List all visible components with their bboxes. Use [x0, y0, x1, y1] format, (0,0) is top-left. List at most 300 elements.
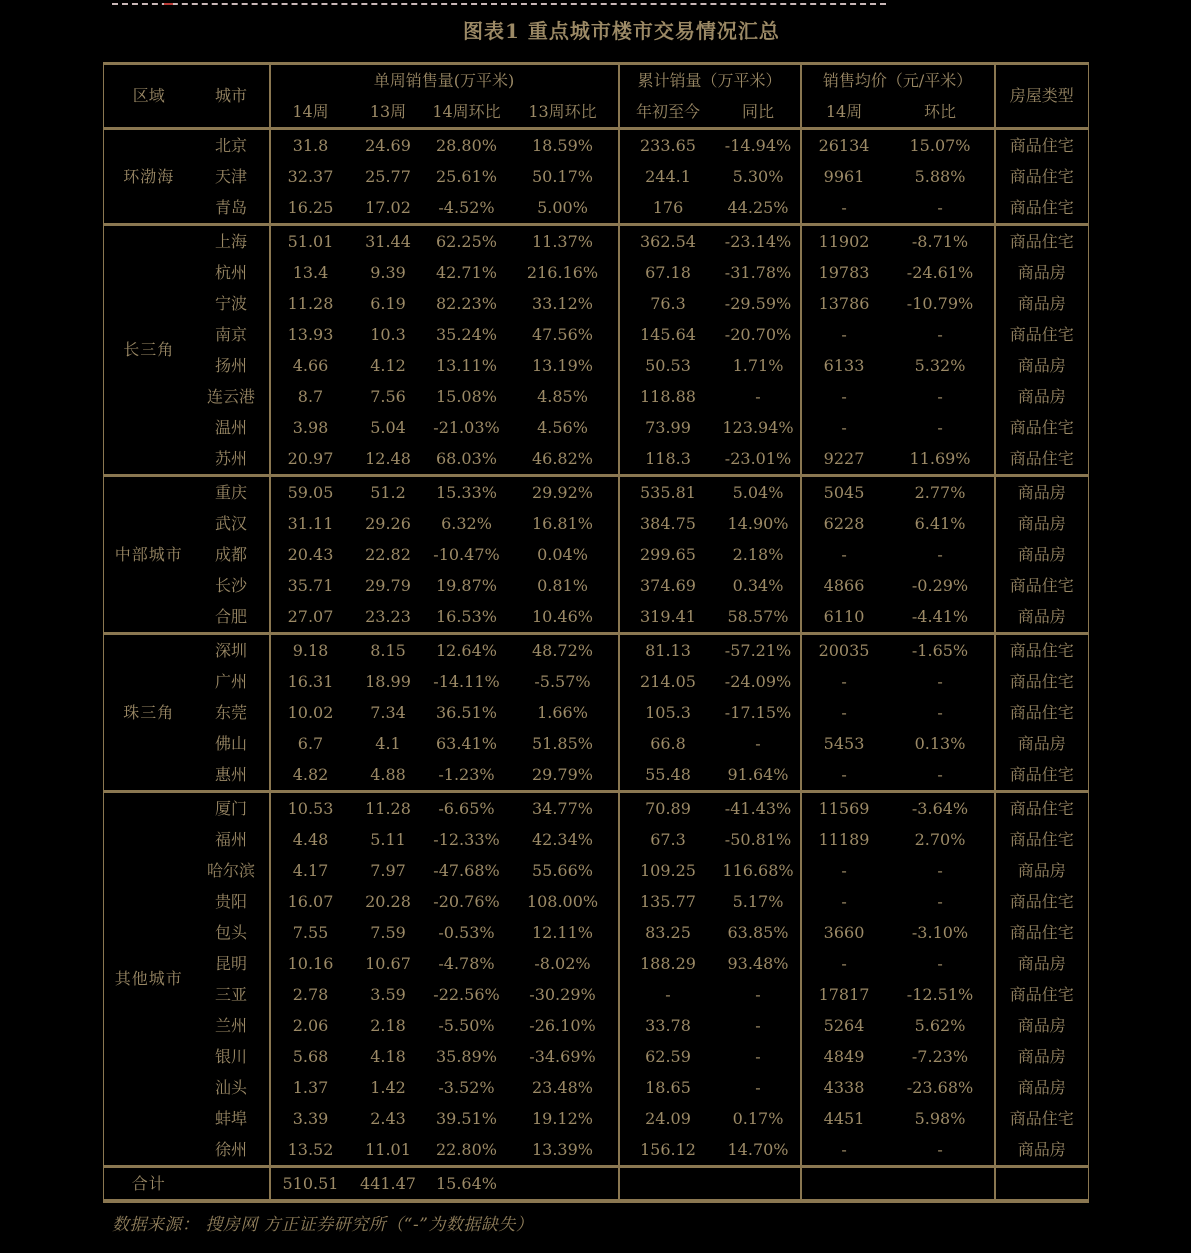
cell-price: 4451 [823, 1108, 865, 1128]
cell-w14: 35.71 [287, 575, 334, 595]
cell-price-mom: 5.62% [887, 1010, 995, 1041]
cell-type: 商品住宅 [1009, 891, 1074, 911]
table-row [104, 129, 1089, 162]
cell-price-mom: - [887, 886, 995, 917]
cell-price-mom: 2.77% [887, 476, 995, 509]
total-label: 合计 [104, 1167, 194, 1202]
cell-total-w13-mom [508, 1167, 619, 1202]
cell-total-w14: 510.51 [270, 1167, 351, 1202]
cell-w13-mom: -30.29% [508, 979, 619, 1010]
cell-yoy: -24.09% [717, 666, 801, 697]
cell-ytd: 105.3 [645, 702, 691, 722]
cell-ytd: 66.8 [650, 733, 686, 753]
cell-price: 5264 [823, 1015, 865, 1035]
cell-type: 商品住宅 [1009, 575, 1074, 595]
table-row [104, 192, 1089, 225]
cell-city: 杭州 [194, 257, 270, 288]
cell-price-mom: 6.41% [887, 508, 995, 539]
table-row [104, 412, 1089, 443]
cell-w13-mom: 42.34% [508, 824, 619, 855]
cell-type: 商品房 [1017, 355, 1066, 375]
cell-yoy: -57.21% [717, 634, 801, 667]
cell-city: 银川 [194, 1041, 270, 1072]
cell-price: 9227 [823, 448, 865, 468]
cell-yoy: 123.94% [717, 412, 801, 443]
cell-w14-mom: -6.65% [426, 792, 508, 825]
header-group-average-price: 销售均价（元/平米） [801, 64, 995, 97]
cell-w13-mom: 13.19% [508, 350, 619, 381]
cell-w14-mom: 16.53% [435, 606, 497, 626]
cell-w14: 20.43 [287, 544, 334, 564]
red-dash-accent [164, 3, 173, 5]
cell-w13: 17.02 [365, 197, 411, 217]
cell-w13: 12.48 [365, 448, 411, 468]
cell-w14-mom: 63.41% [435, 733, 497, 753]
cell-w14: 1.37 [292, 1077, 329, 1097]
top-dashed-divider [112, 3, 886, 5]
cell-w13: 8.15 [351, 634, 426, 667]
cell-w13-mom: 19.12% [508, 1103, 619, 1134]
cell-price: - [841, 544, 847, 564]
cell-w14: 27.07 [287, 606, 334, 626]
cell-type: 商品住宅 [1009, 448, 1074, 468]
cell-w13-mom: 4.56% [508, 412, 619, 443]
table-header [104, 64, 1089, 129]
cell-ytd: 70.89 [619, 792, 717, 825]
cell-ytd: 62.59 [645, 1046, 691, 1066]
table-row [104, 476, 1089, 509]
cell-w14: 11.28 [287, 293, 334, 313]
cell-ytd: 135.77 [640, 891, 696, 911]
cell-city: 重庆 [194, 476, 270, 509]
cell-price: - [841, 953, 847, 973]
cell-w14-mom: 36.51% [435, 702, 497, 722]
cell-price-mom: -4.41% [887, 601, 995, 634]
cell-price: 17817 [818, 984, 870, 1004]
cell-type: 商品住宅 [1009, 829, 1074, 849]
cell-w14-mom: 82.23% [435, 293, 497, 313]
cell-type: 商品房 [1017, 1046, 1066, 1066]
cell-w14: 5.68 [292, 1046, 329, 1066]
cell-w13-mom: 48.72% [508, 634, 619, 667]
cell-price-mom: 5.32% [887, 350, 995, 381]
cell-w13-mom: 16.81% [508, 508, 619, 539]
cell-price: 26134 [801, 129, 887, 162]
table-row [104, 225, 1089, 258]
cell-yoy: -23.14% [717, 225, 801, 258]
table-row [104, 1103, 1089, 1134]
cell-w13-mom: 34.77% [508, 792, 619, 825]
cell-type: 商品住宅 [1009, 922, 1074, 942]
cell-type: 商品住宅 [995, 634, 1089, 667]
cell-city: 上海 [194, 225, 270, 258]
cell-price: 11569 [801, 792, 887, 825]
cell-yoy: -14.94% [717, 129, 801, 162]
cell-w14: 4.82 [292, 764, 329, 784]
cell-price: 4866 [823, 575, 865, 595]
cell-w14: 51.01 [270, 225, 351, 258]
cell-city: 贵阳 [194, 886, 270, 917]
region-cell: 珠三角 [104, 634, 194, 792]
cell-w14-mom: 42.71% [435, 262, 497, 282]
cell-price: 9961 [823, 166, 865, 186]
region-cell: 长三角 [104, 225, 194, 476]
table-row [104, 381, 1089, 412]
cell-w13: 23.23 [365, 606, 411, 626]
cell-w13-mom: 50.17% [508, 161, 619, 192]
cell-price: 13786 [818, 293, 870, 313]
table-row [104, 759, 1089, 792]
table-row [104, 257, 1089, 288]
cell-w14-mom: -0.53% [438, 922, 495, 942]
cell-w13: 5.04 [370, 417, 406, 437]
cell-w13: 11.01 [365, 1139, 411, 1159]
cell-type: 商品住宅 [995, 225, 1089, 258]
cell-w14: 3.98 [292, 417, 329, 437]
cell-price: - [841, 702, 847, 722]
cell-w13-mom: 13.39% [508, 1134, 619, 1167]
cell-w13-mom: 55.66% [508, 855, 619, 886]
cell-w14: 13.52 [287, 1139, 334, 1159]
cell-yoy: -50.81% [717, 824, 801, 855]
cell-ytd: 33.78 [645, 1015, 691, 1035]
cell-price-mom: 11.69% [887, 443, 995, 476]
cell-type: 商品住宅 [1009, 764, 1074, 784]
cell-type: 商品住宅 [1009, 984, 1074, 1004]
cell-ytd: 145.64 [640, 324, 696, 344]
cell-w14-mom: -20.76% [433, 891, 500, 911]
cell-w13-mom: 216.16% [508, 257, 619, 288]
table-row [104, 979, 1089, 1010]
cell-w13-mom: 11.37% [508, 225, 619, 258]
cell-ytd: 73.99 [645, 417, 691, 437]
cell-total-w13: 441.47 [351, 1167, 426, 1202]
cell-type: 商品房 [1017, 262, 1066, 282]
cell-total-yoy [717, 1167, 801, 1202]
cell-price: - [841, 891, 847, 911]
cell-city: 北京 [194, 129, 270, 162]
cell-w13: 31.44 [351, 225, 426, 258]
cell-w14: 2.78 [292, 984, 329, 1004]
cell-w14-mom: -4.78% [438, 953, 495, 973]
cell-w14: 2.06 [292, 1015, 329, 1035]
cell-w13-mom: 18.59% [508, 129, 619, 162]
cell-w13: 9.39 [370, 262, 406, 282]
cell-ytd: 83.25 [645, 922, 691, 942]
cell-w14-mom: -12.33% [433, 829, 500, 849]
cell-price: 6228 [823, 513, 865, 533]
cell-city: 福州 [194, 824, 270, 855]
cell-price-mom: 5.98% [887, 1103, 995, 1134]
cell-w14: 6.7 [297, 733, 324, 753]
header-region: 区域 [132, 86, 165, 106]
cell-ytd: 118.88 [640, 386, 696, 406]
cell-price-mom: 0.13% [887, 728, 995, 759]
cell-w14: 13.93 [287, 324, 334, 344]
cell-price-mom: 15.07% [887, 129, 995, 162]
table-row [104, 855, 1089, 886]
table-row [104, 161, 1089, 192]
cell-w13-mom: 5.00% [508, 192, 619, 225]
table-row [104, 917, 1089, 948]
cell-price-mom: - [887, 759, 995, 792]
cell-city: 广州 [194, 666, 270, 697]
cell-type: 商品房 [1017, 953, 1066, 973]
cell-yoy: 14.90% [717, 508, 801, 539]
cell-type: 商品房 [1017, 860, 1066, 880]
cell-type: 商品房 [1017, 386, 1066, 406]
cell-city: 深圳 [194, 634, 270, 667]
cell-city: 天津 [194, 161, 270, 192]
cell-w14-mom: -22.56% [433, 984, 500, 1004]
cell-price-mom: - [887, 192, 995, 225]
table-row [104, 728, 1089, 759]
cell-w13: 18.99 [365, 671, 411, 691]
cell-price-mom: -23.68% [887, 1072, 995, 1103]
cell-city: 汕头 [194, 1072, 270, 1103]
cell-w13: 7.97 [370, 860, 406, 880]
cell-price: 5045 [801, 476, 887, 509]
cell-type: 商品房 [1017, 1015, 1066, 1035]
cell-w13: 1.42 [370, 1077, 406, 1097]
cell-w14: 13.4 [292, 262, 329, 282]
cell-city: 徐州 [194, 1134, 270, 1167]
table-row [104, 792, 1089, 825]
table-row [104, 666, 1089, 697]
cell-ytd: 109.25 [640, 860, 696, 880]
cell-city: 惠州 [194, 759, 270, 792]
cell-price-mom: -8.71% [887, 225, 995, 258]
cell-w14-mom: -4.52% [438, 197, 495, 217]
table-row [104, 886, 1089, 917]
cell-city: 武汉 [194, 508, 270, 539]
cell-price: 6133 [823, 355, 865, 375]
cell-city: 兰州 [194, 1010, 270, 1041]
cell-w14: 31.11 [287, 513, 334, 533]
cell-type: 商品房 [1017, 1077, 1066, 1097]
cell-yoy: -17.15% [717, 697, 801, 728]
cell-w13-mom: 46.82% [508, 443, 619, 476]
cell-city: 东莞 [194, 697, 270, 728]
cell-yoy: 5.30% [717, 161, 801, 192]
cell-yoy: 5.04% [717, 476, 801, 509]
cell-price-mom: - [887, 697, 995, 728]
cell-w13-mom: 51.85% [508, 728, 619, 759]
cell-w14: 8.7 [297, 386, 324, 406]
table-row [104, 508, 1089, 539]
table-row [104, 601, 1089, 634]
cell-ytd: 299.65 [640, 544, 696, 564]
cell-w13: 20.28 [365, 891, 411, 911]
cell-price: 11189 [818, 829, 870, 849]
cell-type: 商品住宅 [1009, 702, 1074, 722]
cell-w13: 11.28 [351, 792, 426, 825]
cell-ytd: 362.54 [619, 225, 717, 258]
cell-w14: 3.39 [292, 1108, 329, 1128]
cell-w13-mom: 4.85% [508, 381, 619, 412]
cell-w13-mom: 0.81% [508, 570, 619, 601]
cell-city: 哈尔滨 [194, 855, 270, 886]
cell-yoy: 44.25% [717, 192, 801, 225]
table-row [104, 824, 1089, 855]
cell-w14-mom: 15.33% [426, 476, 508, 509]
cell-w13: 2.18 [370, 1015, 406, 1035]
cell-price: 11902 [801, 225, 887, 258]
cell-type: 商品住宅 [1009, 166, 1074, 186]
cell-ytd: 118.3 [645, 448, 691, 468]
cell-price: 6110 [823, 606, 865, 626]
cell-price-mom: -3.64% [887, 792, 995, 825]
cell-price: - [841, 1139, 847, 1159]
header-city: 城市 [194, 64, 270, 129]
cell-yoy: - [717, 979, 801, 1010]
cell-type: 商品房 [1017, 606, 1066, 626]
cell-total-type [995, 1167, 1089, 1202]
table-row [104, 319, 1089, 350]
cell-price-mom: -10.79% [887, 288, 995, 319]
cell-ytd: 214.05 [640, 671, 696, 691]
region-cell: 环渤海 [104, 129, 194, 225]
cell-w14-mom: -10.47% [433, 544, 500, 564]
cell-type: 商品房 [1017, 544, 1066, 564]
cell-w14-mom: 22.80% [435, 1139, 497, 1159]
cell-w14: 9.18 [270, 634, 351, 667]
cell-w13-mom: 33.12% [508, 288, 619, 319]
cell-yoy: - [717, 1010, 801, 1041]
cell-w14-mom: -47.68% [433, 860, 500, 880]
header-group-weekly-sales: 单周销售量(万平米) [270, 64, 619, 97]
source-note: 数据来源： 搜房网 方正证券研究所（“-”为数据缺失） [112, 1215, 534, 1235]
cell-w14-mom: 62.25% [426, 225, 508, 258]
cell-w13-mom: -5.57% [508, 666, 619, 697]
header-group-row [104, 64, 1089, 97]
table-body [104, 129, 1089, 1167]
cell-ytd: 67.18 [645, 262, 691, 282]
cell-w13: 7.34 [370, 702, 406, 722]
cell-w14: 10.16 [287, 953, 334, 973]
cell-type: 商品房 [1017, 1139, 1066, 1159]
header-week14-mom: 14周环比 [432, 101, 501, 121]
cell-city: 苏州 [194, 443, 270, 476]
cell-w13-mom: 108.00% [508, 886, 619, 917]
table-row [104, 350, 1089, 381]
cell-type: 商品住宅 [995, 792, 1089, 825]
cell-price-mom: -1.65% [887, 634, 995, 667]
cell-w14: 4.17 [292, 860, 329, 880]
cell-ytd: 244.1 [645, 166, 691, 186]
cell-price-mom: - [887, 666, 995, 697]
cell-price-mom: - [887, 948, 995, 979]
table-row [104, 1134, 1089, 1167]
cell-yoy: 91.64% [717, 759, 801, 792]
cell-w14-mom: 35.89% [435, 1046, 497, 1066]
cell-price: 3660 [823, 922, 865, 942]
cell-w13: 2.43 [370, 1108, 406, 1128]
cell-total-w14-mom: 15.64% [426, 1167, 508, 1202]
cell-w14: 10.02 [287, 702, 334, 722]
cell-ytd: - [665, 984, 671, 1004]
cell-price: - [841, 324, 847, 344]
cell-price: - [841, 671, 847, 691]
cell-total-price [801, 1167, 887, 1202]
cell-w14: 10.53 [270, 792, 351, 825]
cell-w14-mom: -14.11% [433, 671, 500, 691]
cell-yoy: 63.85% [717, 917, 801, 948]
cell-price: - [841, 860, 847, 880]
cell-price-mom: - [887, 539, 995, 570]
cell-w14: 59.05 [270, 476, 351, 509]
cell-type: 商品住宅 [1009, 671, 1074, 691]
cell-type: 商品住宅 [1009, 197, 1074, 217]
cell-w14-mom: 12.64% [426, 634, 508, 667]
cell-price: 4338 [823, 1077, 865, 1097]
cell-w13: 6.19 [370, 293, 406, 313]
cell-city: 扬州 [194, 350, 270, 381]
cell-yoy: -31.78% [717, 257, 801, 288]
cell-yoy: - [717, 1041, 801, 1072]
table-row [104, 1072, 1089, 1103]
cell-w14-mom: -1.23% [438, 764, 495, 784]
cell-w13-mom: 29.79% [508, 759, 619, 792]
cell-yoy: -41.43% [717, 792, 801, 825]
cell-type: 商品房 [1017, 513, 1066, 533]
table-row [104, 948, 1089, 979]
cell-yoy: 0.17% [717, 1103, 801, 1134]
cell-city: 蚌埠 [194, 1103, 270, 1134]
cell-ytd: 81.13 [619, 634, 717, 667]
cell-w13-mom: -26.10% [508, 1010, 619, 1041]
cell-city: 厦门 [194, 792, 270, 825]
cell-type: 商品住宅 [995, 129, 1089, 162]
cell-ytd: 176 [652, 197, 684, 217]
table-row [104, 1010, 1089, 1041]
cell-yoy: 5.17% [717, 886, 801, 917]
cell-ytd: 50.53 [645, 355, 691, 375]
header-week14: 14周 [292, 101, 329, 121]
cell-city: 昆明 [194, 948, 270, 979]
cell-w13: 5.11 [370, 829, 406, 849]
cell-total-price-mom [887, 1167, 995, 1202]
cell-ytd: 24.09 [645, 1108, 691, 1128]
city-housing-table [103, 62, 1089, 1203]
cell-price: 5453 [823, 733, 865, 753]
cell-w14-mom: 13.11% [435, 355, 497, 375]
cell-type: 商品住宅 [1009, 1108, 1074, 1128]
cell-price-mom: -7.23% [887, 1041, 995, 1072]
cell-w14-mom: -21.03% [433, 417, 500, 437]
cell-ytd: 76.3 [650, 293, 686, 313]
cell-city: 温州 [194, 412, 270, 443]
cell-price-mom: - [887, 412, 995, 443]
cell-ytd: 374.69 [640, 575, 696, 595]
cell-yoy: -29.59% [717, 288, 801, 319]
cell-w13: 24.69 [351, 129, 426, 162]
cell-price-mom: -3.10% [887, 917, 995, 948]
cell-city: 长沙 [194, 570, 270, 601]
cell-city: 宁波 [194, 288, 270, 319]
cell-ytd: 67.3 [650, 829, 686, 849]
header-week13-mom: 13周环比 [508, 96, 619, 129]
cell-yoy: 58.57% [717, 601, 801, 634]
cell-yoy: -20.70% [717, 319, 801, 350]
cell-w13-mom: 47.56% [508, 319, 619, 350]
cell-ytd: 384.75 [640, 513, 696, 533]
cell-total-ytd [619, 1167, 717, 1202]
cell-city: 佛山 [194, 728, 270, 759]
cell-city: 包头 [194, 917, 270, 948]
cell-yoy: -23.01% [717, 443, 801, 476]
cell-price-mom: -24.61% [887, 257, 995, 288]
